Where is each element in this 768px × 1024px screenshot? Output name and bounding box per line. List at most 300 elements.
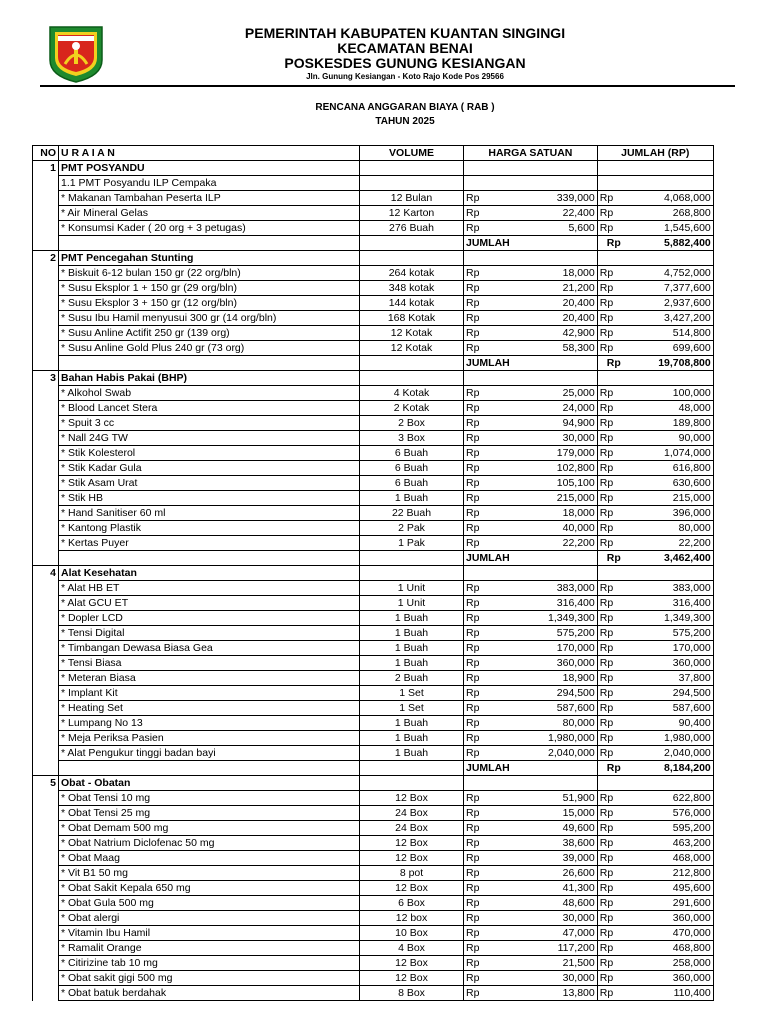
table-row (33, 266, 714, 281)
cell-price-currency: Rp (464, 836, 512, 851)
cell-price: 30,000 (512, 971, 598, 986)
table-row (33, 686, 714, 701)
cell-price: 21,500 (512, 956, 598, 971)
table-row (33, 821, 714, 836)
cell-volume: 24 Box (360, 821, 464, 836)
cell-total-currency: Rp (597, 536, 630, 551)
cell-no (33, 416, 59, 431)
section-row (33, 161, 714, 176)
cell-price-currency: Rp (464, 476, 512, 491)
cell-total-currency: Rp (597, 941, 630, 956)
cell-total-currency: Rp (597, 281, 630, 296)
cell-price (512, 566, 598, 581)
cell-price-currency (464, 371, 512, 386)
cell-uraian: * Obat Tensi 10 mg (59, 791, 360, 806)
cell-no (33, 791, 59, 806)
cell-price-currency (464, 776, 512, 791)
cell-uraian: * Kantong Plastik (59, 521, 360, 536)
cell-price: 30,000 (512, 431, 598, 446)
cell-price: 20,400 (512, 296, 598, 311)
cell-price: 58,300 (512, 341, 598, 356)
cell-price-currency: Rp (464, 941, 512, 956)
cell-volume: 12 Kotak (360, 326, 464, 341)
cell-price: 2,040,000 (512, 746, 598, 761)
cell-price: 94,900 (512, 416, 598, 431)
cell-price-currency: Rp (464, 506, 512, 521)
cell-price: 1,349,300 (512, 611, 598, 626)
cell-volume: 144 kotak (360, 296, 464, 311)
cell-volume: 264 kotak (360, 266, 464, 281)
section-row (33, 776, 714, 791)
cell-price: 41,300 (512, 881, 598, 896)
cell-price-currency: Rp (464, 461, 512, 476)
cell-price-currency: JUMLAH (464, 551, 512, 566)
cell-total: 4,068,000 (630, 191, 714, 206)
table-row (33, 941, 714, 956)
cell-price-currency: Rp (464, 701, 512, 716)
table-row (33, 911, 714, 926)
col-uraian: U R A I A N (59, 146, 360, 161)
cell-price-currency: Rp (464, 446, 512, 461)
cell-price: 5,600 (512, 221, 598, 236)
cell-total: 1,980,000 (630, 731, 714, 746)
table-row (33, 521, 714, 536)
table-row (33, 836, 714, 851)
cell-price: 102,800 (512, 461, 598, 476)
table-row (33, 656, 714, 671)
cell-total-currency: Rp (597, 581, 630, 596)
cell-no (33, 701, 59, 716)
table-row (33, 611, 714, 626)
cell-volume: 168 Kotak (360, 311, 464, 326)
cell-total: 360,000 (630, 971, 714, 986)
cell-uraian: * Meteran Biasa (59, 671, 360, 686)
cell-uraian: * Alat Pengukur tinggi badan bayi (59, 746, 360, 761)
cell-total: 3,462,400 (630, 551, 714, 566)
cell-total: 22,200 (630, 536, 714, 551)
cell-price-currency: Rp (464, 206, 512, 221)
cell-total (630, 566, 714, 581)
cell-price: 575,200 (512, 626, 598, 641)
cell-total: 468,800 (630, 941, 714, 956)
cell-price: 22,400 (512, 206, 598, 221)
cell-uraian: PMT Pencegahan Stunting (59, 251, 360, 266)
cell-price-currency: Rp (464, 791, 512, 806)
cell-volume: 12 Box (360, 956, 464, 971)
cell-price: 21,200 (512, 281, 598, 296)
cell-volume: 12 box (360, 911, 464, 926)
cell-no (33, 911, 59, 926)
cell-price-currency: Rp (464, 971, 512, 986)
cell-total-currency: Rp (597, 341, 630, 356)
cell-no (33, 971, 59, 986)
budget-table (32, 145, 714, 1001)
cell-no (33, 386, 59, 401)
cell-price-currency: Rp (464, 911, 512, 926)
cell-total: 396,000 (630, 506, 714, 521)
cell-total: 360,000 (630, 656, 714, 671)
cell-price-currency: Rp (464, 641, 512, 656)
table-row (33, 326, 714, 341)
cell-total-currency: Rp (597, 551, 630, 566)
cell-no: 4 (33, 566, 59, 581)
cell-no (33, 866, 59, 881)
section-row (33, 371, 714, 386)
cell-total: 495,600 (630, 881, 714, 896)
table-row (33, 386, 714, 401)
cell-total: 19,708,800 (630, 356, 714, 371)
cell-no (33, 926, 59, 941)
cell-uraian: PMT POSYANDU (59, 161, 360, 176)
cell-price-currency: Rp (464, 896, 512, 911)
table-row (33, 311, 714, 326)
cell-no (33, 461, 59, 476)
cell-price-currency: JUMLAH (464, 356, 512, 371)
table-row (33, 176, 714, 191)
cell-volume (360, 176, 464, 191)
table-row (33, 491, 714, 506)
cell-no (33, 356, 59, 371)
cell-total-currency: Rp (597, 191, 630, 206)
cell-total-currency: Rp (597, 221, 630, 236)
cell-total: 4,752,000 (630, 266, 714, 281)
cell-volume: 1 Unit (360, 581, 464, 596)
cell-price-currency: Rp (464, 266, 512, 281)
cell-price: 339,000 (512, 191, 598, 206)
cell-total-currency: Rp (597, 971, 630, 986)
subtotal-row (33, 356, 714, 371)
cell-total-currency: Rp (597, 896, 630, 911)
cell-total-currency: Rp (597, 611, 630, 626)
document-title: RENCANA ANGGARAN BIAYA ( RAB ) (315, 102, 495, 113)
cell-price: 40,000 (512, 521, 598, 536)
cell-price-currency: Rp (464, 986, 512, 1001)
cell-volume (360, 236, 464, 251)
table-row (33, 506, 714, 521)
cell-volume: 276 Buah (360, 221, 464, 236)
cell-uraian: * Alat HB ET (59, 581, 360, 596)
cell-no (33, 941, 59, 956)
cell-price-currency: Rp (464, 326, 512, 341)
cell-price: 179,000 (512, 446, 598, 461)
cell-total: 291,600 (630, 896, 714, 911)
table-row (33, 866, 714, 881)
cell-no (33, 626, 59, 641)
cell-no (33, 596, 59, 611)
cell-price-currency: Rp (464, 866, 512, 881)
cell-total-currency: Rp (597, 446, 630, 461)
cell-price-currency: Rp (464, 656, 512, 671)
cell-total-currency: Rp (597, 866, 630, 881)
cell-price: 47,000 (512, 926, 598, 941)
cell-total: 90,400 (630, 716, 714, 731)
cell-uraian (59, 551, 360, 566)
cell-no (33, 836, 59, 851)
cell-price (512, 371, 598, 386)
table-row (33, 971, 714, 986)
table-row (33, 896, 714, 911)
cell-total-currency: Rp (597, 356, 630, 371)
cell-total-currency: Rp (597, 326, 630, 341)
cell-price-currency: Rp (464, 281, 512, 296)
cell-total-currency: Rp (597, 491, 630, 506)
cell-price (512, 761, 598, 776)
cell-price-currency: JUMLAH (464, 236, 512, 251)
cell-volume: 6 Buah (360, 461, 464, 476)
cell-no (33, 896, 59, 911)
cell-uraian: * Obat alergi (59, 911, 360, 926)
cell-price-currency: Rp (464, 821, 512, 836)
cell-total-currency: Rp (597, 461, 630, 476)
cell-total-currency: Rp (597, 266, 630, 281)
cell-total: 5,882,400 (630, 236, 714, 251)
cell-no (33, 551, 59, 566)
cell-uraian: * Alkohol Swab (59, 386, 360, 401)
cell-uraian: * Susu Ibu Hamil menyusui 300 gr (14 org/bln) (59, 311, 360, 326)
cell-volume: 12 Karton (360, 206, 464, 221)
cell-uraian (59, 761, 360, 776)
cell-volume: 1 Set (360, 686, 464, 701)
cell-price: 25,000 (512, 386, 598, 401)
cell-volume: 12 Box (360, 971, 464, 986)
cell-total-currency: Rp (597, 926, 630, 941)
cell-uraian: Bahan Habis Pakai (BHP) (59, 371, 360, 386)
table-row (33, 581, 714, 596)
table-row (33, 596, 714, 611)
cell-no (33, 221, 59, 236)
table-row (33, 806, 714, 821)
cell-total: 215,000 (630, 491, 714, 506)
table-row (33, 671, 714, 686)
col-jumlah: JUMLAH (RP) (597, 146, 713, 161)
cell-uraian: * Kertas Puyer (59, 536, 360, 551)
table-row (33, 956, 714, 971)
cell-total-currency: Rp (597, 296, 630, 311)
cell-price: 383,000 (512, 581, 598, 596)
cell-no (33, 641, 59, 656)
cell-price-currency: Rp (464, 386, 512, 401)
cell-uraian: * Nall 24G TW (59, 431, 360, 446)
cell-price: 587,600 (512, 701, 598, 716)
cell-total: 514,800 (630, 326, 714, 341)
cell-price (512, 161, 598, 176)
cell-price-currency: Rp (464, 926, 512, 941)
cell-no (33, 401, 59, 416)
table-row (33, 296, 714, 311)
cell-total-currency (597, 566, 630, 581)
cell-volume (360, 161, 464, 176)
cell-uraian: * Obat Tensi 25 mg (59, 806, 360, 821)
cell-volume: 3 Box (360, 431, 464, 446)
cell-total-currency: Rp (597, 806, 630, 821)
table-row (33, 461, 714, 476)
cell-no (33, 281, 59, 296)
cell-price-currency (464, 161, 512, 176)
cell-uraian: * Susu Eksplor 1 + 150 gr (29 org/bln) (59, 281, 360, 296)
cell-total-currency: Rp (597, 671, 630, 686)
cell-uraian: * Tensi Biasa (59, 656, 360, 671)
cell-uraian: * Susu Anline Actifit 250 gr (139 org) (59, 326, 360, 341)
cell-price (512, 356, 598, 371)
cell-price-currency: Rp (464, 806, 512, 821)
cell-uraian: * Obat Demam 500 mg (59, 821, 360, 836)
cell-uraian: * Konsumsi Kader ( 20 org + 3 petugas) (59, 221, 360, 236)
cell-volume: 22 Buah (360, 506, 464, 521)
cell-price: 18,000 (512, 266, 598, 281)
col-volume: VOLUME (360, 146, 464, 161)
cell-uraian: * Air Mineral Gelas (59, 206, 360, 221)
cell-uraian: * Susu Anline Gold Plus 240 gr (73 org) (59, 341, 360, 356)
regency-emblem-icon (47, 24, 105, 84)
cell-price: 42,900 (512, 326, 598, 341)
cell-total-currency: Rp (597, 956, 630, 971)
cell-volume: 1 Buah (360, 491, 464, 506)
cell-price-currency: Rp (464, 491, 512, 506)
table-row (33, 446, 714, 461)
cell-uraian: * Biskuit 6-12 bulan 150 gr (22 org/bln) (59, 266, 360, 281)
cell-price-currency: Rp (464, 311, 512, 326)
cell-volume: 1 Buah (360, 716, 464, 731)
cell-price: 105,100 (512, 476, 598, 491)
table-row (33, 641, 714, 656)
cell-total-currency: Rp (597, 746, 630, 761)
section-row (33, 251, 714, 266)
cell-uraian: * Blood Lancet Stera (59, 401, 360, 416)
cell-volume: 12 Box (360, 851, 464, 866)
cell-price: 15,000 (512, 806, 598, 821)
cell-no: 5 (33, 776, 59, 791)
cell-no (33, 206, 59, 221)
cell-uraian: * Alat GCU ET (59, 596, 360, 611)
cell-uraian (59, 236, 360, 251)
cell-price-currency: Rp (464, 221, 512, 236)
cell-no (33, 266, 59, 281)
cell-price: 316,400 (512, 596, 598, 611)
cell-total-currency: Rp (597, 401, 630, 416)
cell-total (630, 371, 714, 386)
cell-uraian: * Obat Natrium Diclofenac 50 mg (59, 836, 360, 851)
cell-price: 360,000 (512, 656, 598, 671)
cell-total: 587,600 (630, 701, 714, 716)
table-row (33, 791, 714, 806)
cell-no (33, 491, 59, 506)
cell-volume: 1 Buah (360, 746, 464, 761)
document-year: TAHUN 2025 (375, 116, 435, 127)
cell-total: 1,074,000 (630, 446, 714, 461)
cell-volume: 8 Box (360, 986, 464, 1001)
cell-price: 18,900 (512, 671, 598, 686)
cell-total: 576,000 (630, 806, 714, 821)
cell-uraian: * Heating Set (59, 701, 360, 716)
cell-no (33, 716, 59, 731)
cell-volume: 2 Buah (360, 671, 464, 686)
cell-no (33, 521, 59, 536)
header-divider (40, 85, 735, 87)
cell-uraian: * Obat batuk berdahak (59, 986, 360, 1001)
cell-uraian: * Dopler LCD (59, 611, 360, 626)
cell-uraian: * Citirizine tab 10 mg (59, 956, 360, 971)
cell-uraian: * Vit B1 50 mg (59, 866, 360, 881)
cell-volume: 6 Buah (360, 476, 464, 491)
cell-no (33, 671, 59, 686)
cell-no: 3 (33, 371, 59, 386)
cell-price: 80,000 (512, 716, 598, 731)
cell-total: 294,500 (630, 686, 714, 701)
cell-price-currency: Rp (464, 581, 512, 596)
cell-total-currency: Rp (597, 836, 630, 851)
cell-volume: 1 Buah (360, 611, 464, 626)
cell-total-currency: Rp (597, 506, 630, 521)
cell-total-currency (597, 776, 630, 791)
cell-price: 49,600 (512, 821, 598, 836)
cell-price (512, 236, 598, 251)
table-row (33, 401, 714, 416)
cell-price-currency: Rp (464, 536, 512, 551)
cell-volume (360, 761, 464, 776)
cell-no (33, 191, 59, 206)
cell-total: 80,000 (630, 521, 714, 536)
cell-uraian: * Obat Gula 500 mg (59, 896, 360, 911)
cell-total: 170,000 (630, 641, 714, 656)
cell-volume (360, 551, 464, 566)
cell-price-currency: Rp (464, 956, 512, 971)
cell-total: 268,800 (630, 206, 714, 221)
header-address: Jln. Gunung Kesiangan - Koto Rajo Kode Pos 29566 (306, 72, 504, 81)
cell-price (512, 551, 598, 566)
cell-total (630, 161, 714, 176)
cell-total: 2,937,600 (630, 296, 714, 311)
cell-price: 48,600 (512, 896, 598, 911)
cell-volume: 8 pot (360, 866, 464, 881)
cell-uraian: * Stik Kolesterol (59, 446, 360, 461)
cell-price-currency (464, 566, 512, 581)
cell-total-currency: Rp (597, 626, 630, 641)
cell-price-currency: Rp (464, 746, 512, 761)
cell-uraian: 1.1 PMT Posyandu ILP Cempaka (59, 176, 360, 191)
cell-volume (360, 776, 464, 791)
cell-price: 39,000 (512, 851, 598, 866)
cell-uraian: Alat Kesehatan (59, 566, 360, 581)
cell-no: 1 (33, 161, 59, 176)
cell-uraian: * Ramalit Orange (59, 941, 360, 956)
cell-no (33, 341, 59, 356)
cell-price: 13,800 (512, 986, 598, 1001)
cell-total: 100,000 (630, 386, 714, 401)
cell-total: 575,200 (630, 626, 714, 641)
cell-price-currency: Rp (464, 686, 512, 701)
cell-price: 117,200 (512, 941, 598, 956)
cell-no (33, 326, 59, 341)
header-government: PEMERINTAH KABUPATEN KUANTAN SINGINGI (244, 25, 566, 41)
cell-price-currency: Rp (464, 341, 512, 356)
subtotal-row (33, 551, 714, 566)
cell-total-currency (597, 251, 630, 266)
cell-total: 48,000 (630, 401, 714, 416)
cell-total: 622,800 (630, 791, 714, 806)
table-row (33, 731, 714, 746)
cell-volume: 12 Box (360, 836, 464, 851)
col-harga-satuan: HARGA SATUAN (464, 146, 598, 161)
cell-total-currency: Rp (597, 236, 630, 251)
cell-total: 463,200 (630, 836, 714, 851)
table-row (33, 476, 714, 491)
cell-uraian: * Spuit 3 cc (59, 416, 360, 431)
cell-volume: 2 Kotak (360, 401, 464, 416)
cell-total: 90,000 (630, 431, 714, 446)
cell-uraian: * Stik Asam Urat (59, 476, 360, 491)
cell-uraian: * Lumpang No 13 (59, 716, 360, 731)
cell-no (33, 881, 59, 896)
